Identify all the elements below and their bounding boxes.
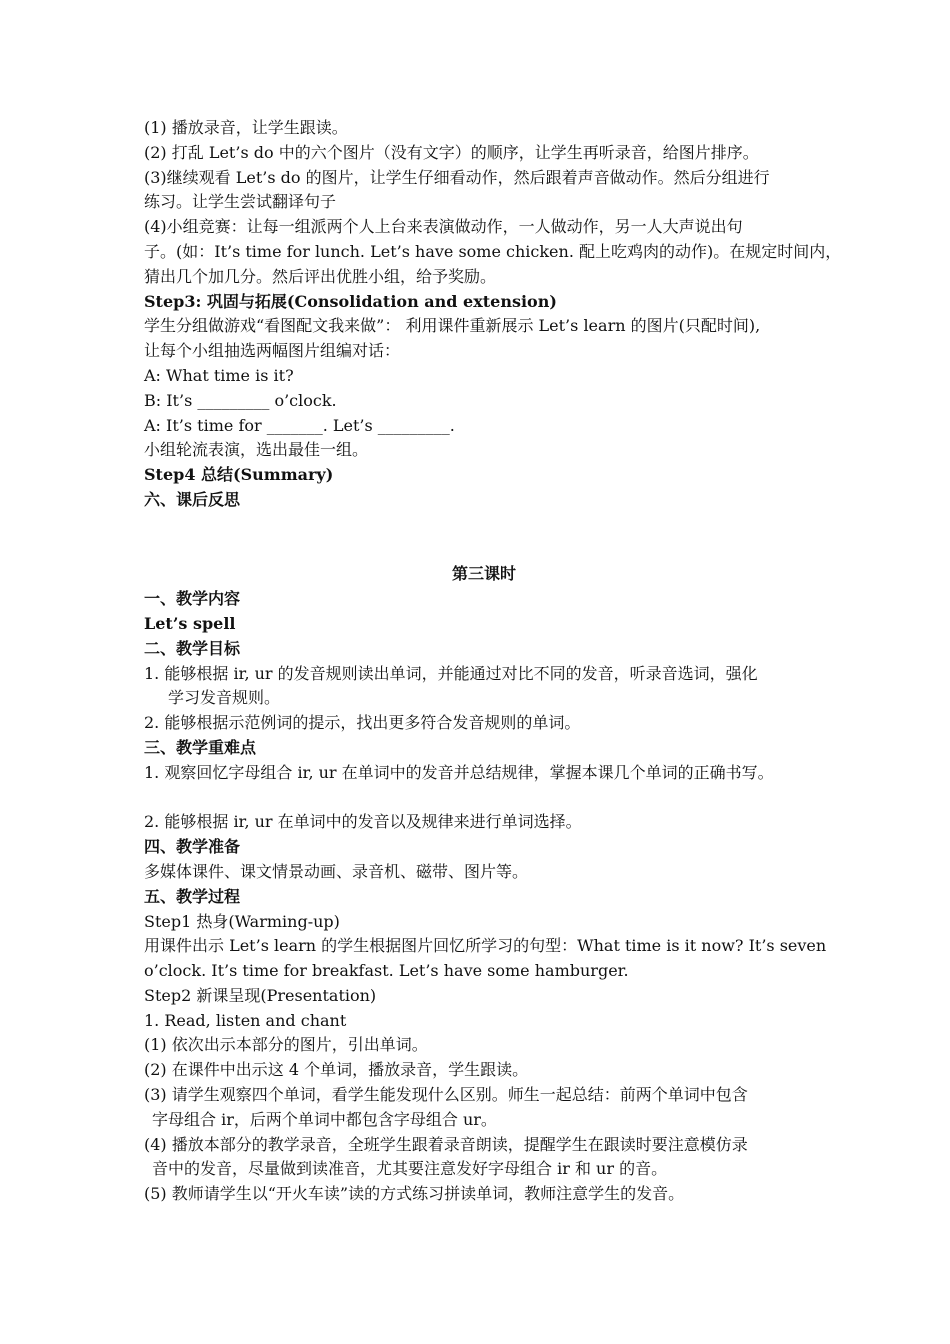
text-line: (2) 打乱 Let’s do 中的六个图片（没有文字）的顺序，让学生再听录音，给图片排序。	[144, 142, 759, 162]
text-line: (3) 请学生观察四个单词，看学生能发现什么区别。师生一起总结：前两个单词中包含	[144, 1085, 748, 1105]
text-line: 用课件出示 Let’s learn 的学生根据图片回忆所学习的句型：What time is it now? It’s seven	[144, 936, 827, 956]
list-item: 2. 能够根据 ir, ur 在单词中的发音以及规律来进行单词选择。	[144, 812, 582, 832]
section-content: Let’s spell	[144, 613, 236, 633]
teaching-process	[144, 910, 827, 1208]
text-line: 1. Read, listen and chant	[144, 1010, 347, 1030]
dialogue-line: A: It’s time for _______. Let’s _________.	[144, 415, 455, 435]
text-line-continuation: 字母组合 ir，后两个单词中都包含字母组合 ur。	[152, 1109, 497, 1129]
section-heading: 二、教学目标	[144, 638, 241, 658]
text-line: o’clock. It’s time for breakfast. Let’s have some hamburger.	[144, 961, 629, 981]
text-line: (1) 依次出示本部分的图片，引出单词。	[144, 1035, 428, 1055]
step3-content	[144, 314, 824, 463]
text-line-continuation: 音中的发音，尽量做到读准音，尤其要注意发好字母组合 ir 和 ur 的音。	[152, 1159, 668, 1179]
text-line: 猜出几个加几分。然后评出优胜小组，给予奖励。	[144, 266, 497, 286]
text-line: 子。(如：It’s time for lunch. Let’s have some chicken. 配上吃鸡肉的动作)。在规定时间内，	[144, 241, 842, 261]
text-line: 练习。让学生尝试翻译句子	[144, 192, 337, 212]
list-item: 2. 能够根据示范例词的提示，找出更多符合发音规则的单词。	[144, 713, 581, 733]
section-content: 多媒体课件、课文情景动画、录音机、磁带、图片等。	[144, 861, 529, 881]
section-heading: 一、教学内容	[144, 589, 241, 609]
text-line: 让每个小组抽选两幅图片组编对话：	[144, 341, 401, 361]
text-line: (1) 播放录音，让学生跟读。	[144, 118, 348, 137]
activity-steps	[144, 116, 842, 290]
list-item: 1. 观察回忆字母组合 ir, ur 在单词中的发音并总结规律，掌握本课几个单词的正确书写。	[144, 762, 774, 782]
list-item-continuation: 学习发音规则。	[168, 688, 281, 708]
text-line: 学生分组做游戏“看图配文我来做”： 利用课件重新展示 Let’s learn 的图片(只配时间),	[144, 316, 761, 336]
list-item: 1. 能够根据 ir, ur 的发音规则读出单词，并能通过对比不同的发音，听录音选词，强化	[144, 663, 758, 683]
text-line: (2) 在课件中出示这 4 个单词，播放录音，学生跟读。	[144, 1060, 529, 1080]
dialogue-line: B: It’s _________ o’clock.	[144, 390, 337, 410]
section-heading: 六、课后反思	[144, 489, 241, 509]
section-heading: 四、教学准备	[144, 837, 241, 857]
document-page	[144, 116, 842, 1207]
text-line: (5) 教师请学生以“开火车读”读的方式练习拼读单词，教师注意学生的发音。	[144, 1184, 685, 1204]
text-line: (4)小组竞赛：让每一组派两个人上台来表演做动作，一人做动作，另一人大声说出句	[144, 217, 743, 237]
section-heading: 五、教学过程	[144, 886, 241, 906]
section-heading: 三、教学重难点	[144, 737, 257, 757]
text-line: Step1 热身(Warming-up)	[144, 911, 340, 931]
text-line: Step2 新课呈现(Presentation)	[144, 985, 377, 1005]
step4-heading: Step4 总结(Summary)	[144, 465, 334, 485]
text-line: 小组轮流表演，选出最佳一组。	[144, 440, 369, 460]
text-line: (4) 播放本部分的教学录音，全班学生跟着录音朗读，提醒学生在跟读时要注意模仿录	[144, 1134, 748, 1154]
step3-heading: Step3: 巩固与拓展(Consolidation and extension)	[144, 291, 557, 311]
text-line: (3)继续观看 Let’s do 的图片，让学生仔细看动作，然后跟着声音做动作。然后分组进行	[144, 167, 770, 187]
lesson-title: 第三课时	[451, 564, 516, 584]
dialogue-line: A: What time is it?	[144, 365, 294, 385]
